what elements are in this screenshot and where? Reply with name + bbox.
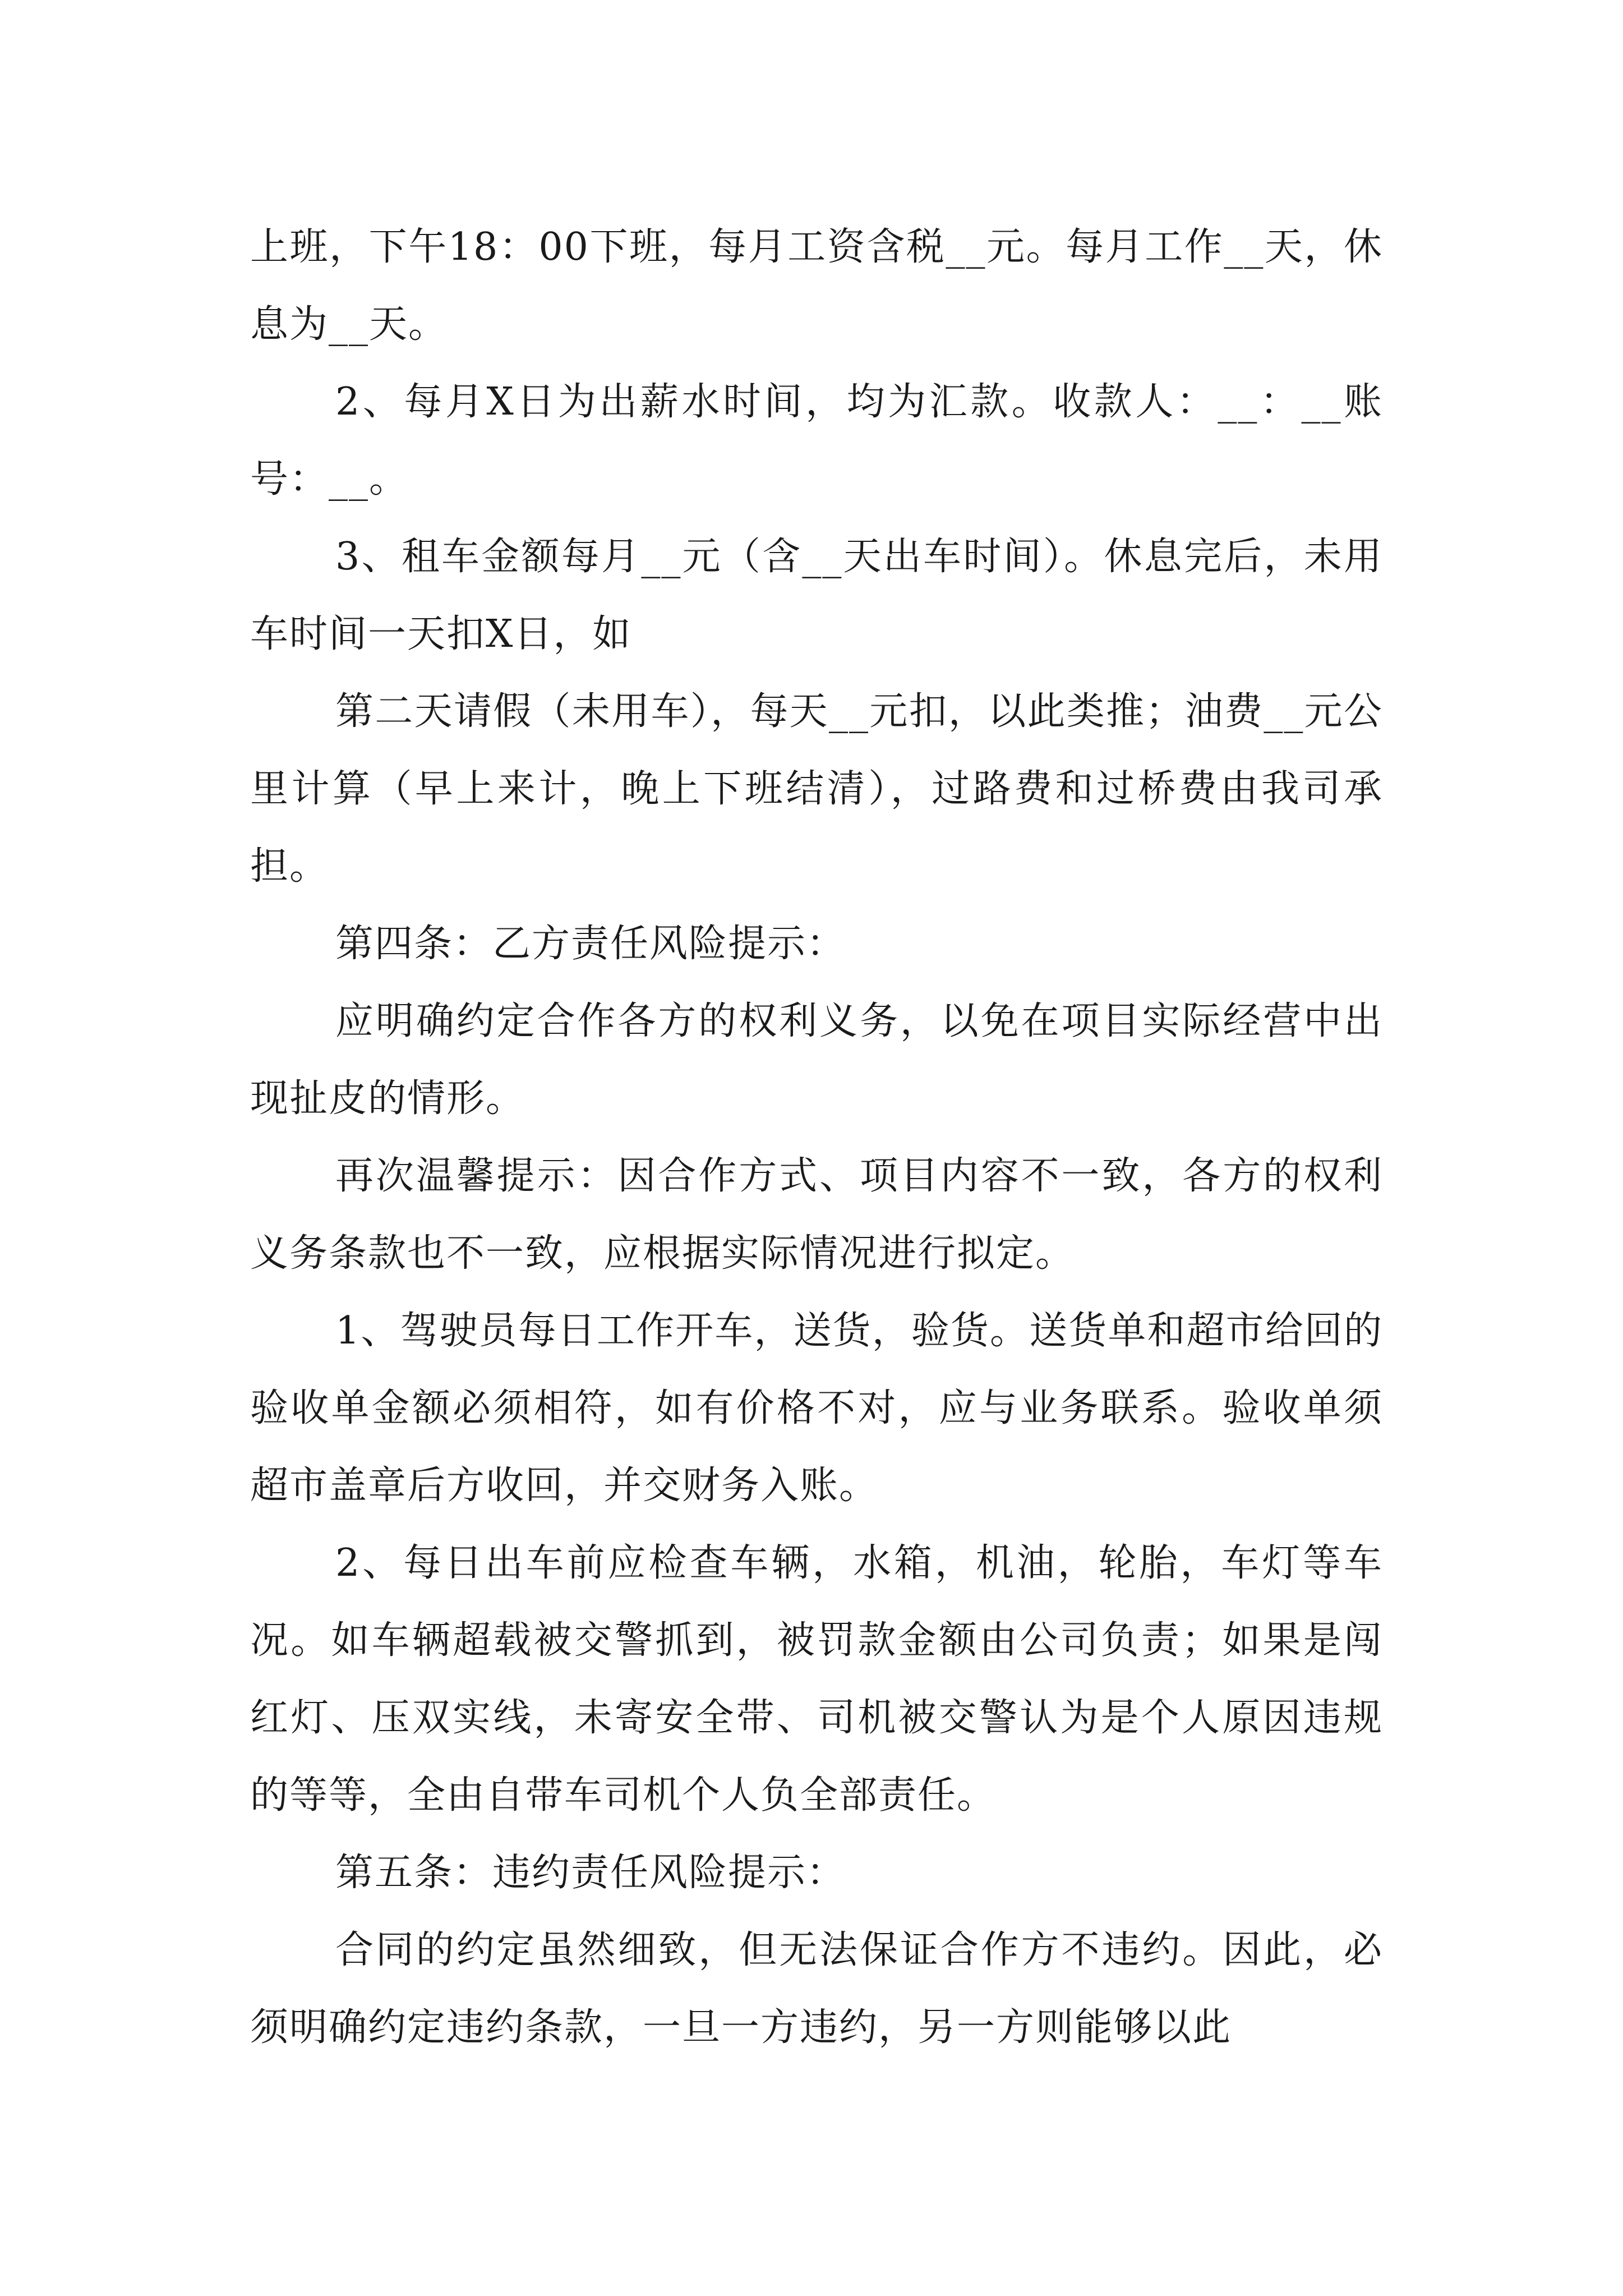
paragraph-driver-duties: 1、驾驶员每日工作开车，送货，验货。送货单和超市给回的验收单金额必须相符，如有价格不对，应与业务联系。验收单须超市盖章后方收回，并交财务入账。 (250, 1309, 1383, 1508)
heading-article-four: 第四条：乙方责任风险提示： (335, 922, 846, 966)
document-body (250, 209, 1383, 2067)
paragraph-reminder: 再次温馨提示：因合作方式、项目内容不一致，各方的权利义务条款也不一致，应根据实际情况进行拟定。 (250, 1154, 1383, 1276)
heading-article-five: 第五条：违约责任风险提示： (335, 1851, 846, 1895)
paragraph-vehicle-check: 2、每日出车前应检查车辆，水箱，机油，轮胎，车灯等车况。如车辆超载被交警抓到，被罚款金额由公司负责；如果是闯红灯、压双实线，未寄安全带、司机被交警认为是个人原因违规的等等，全由自带车司机个人负全部责任。 (250, 1541, 1383, 1818)
paragraph-work-hours: 上班，下午18：00下班，每月工资含税__元。每月工作__天，休息为__天。 (250, 225, 1383, 347)
paragraph-salary-payment: 2、每月X日为出薪水时间，均为汇款。收款人：__：__账号：__。 (250, 380, 1383, 501)
paragraph-rental-amount: 3、租车金额每月__元（含__天出车时间）。休息完后，未用车时间一天扣X日，如 (250, 535, 1383, 656)
paragraph-leave-and-fuel: 第二天请假（未用车），每天__元扣，以此类推；油费__元公里计算（早上来计，晚上下班结清），过路费和过桥费由我司承担。 (250, 689, 1383, 889)
paragraph-rights-obligations: 应明确约定合作各方的权利义务，以免在项目实际经营中出现扯皮的情形。 (250, 999, 1383, 1121)
paragraph-breach-liability: 合同的约定虽然细致，但无法保证合作方不违约。因此，必须明确约定违约条款，一旦一方违约，另一方则能够以此 (250, 1928, 1383, 2050)
